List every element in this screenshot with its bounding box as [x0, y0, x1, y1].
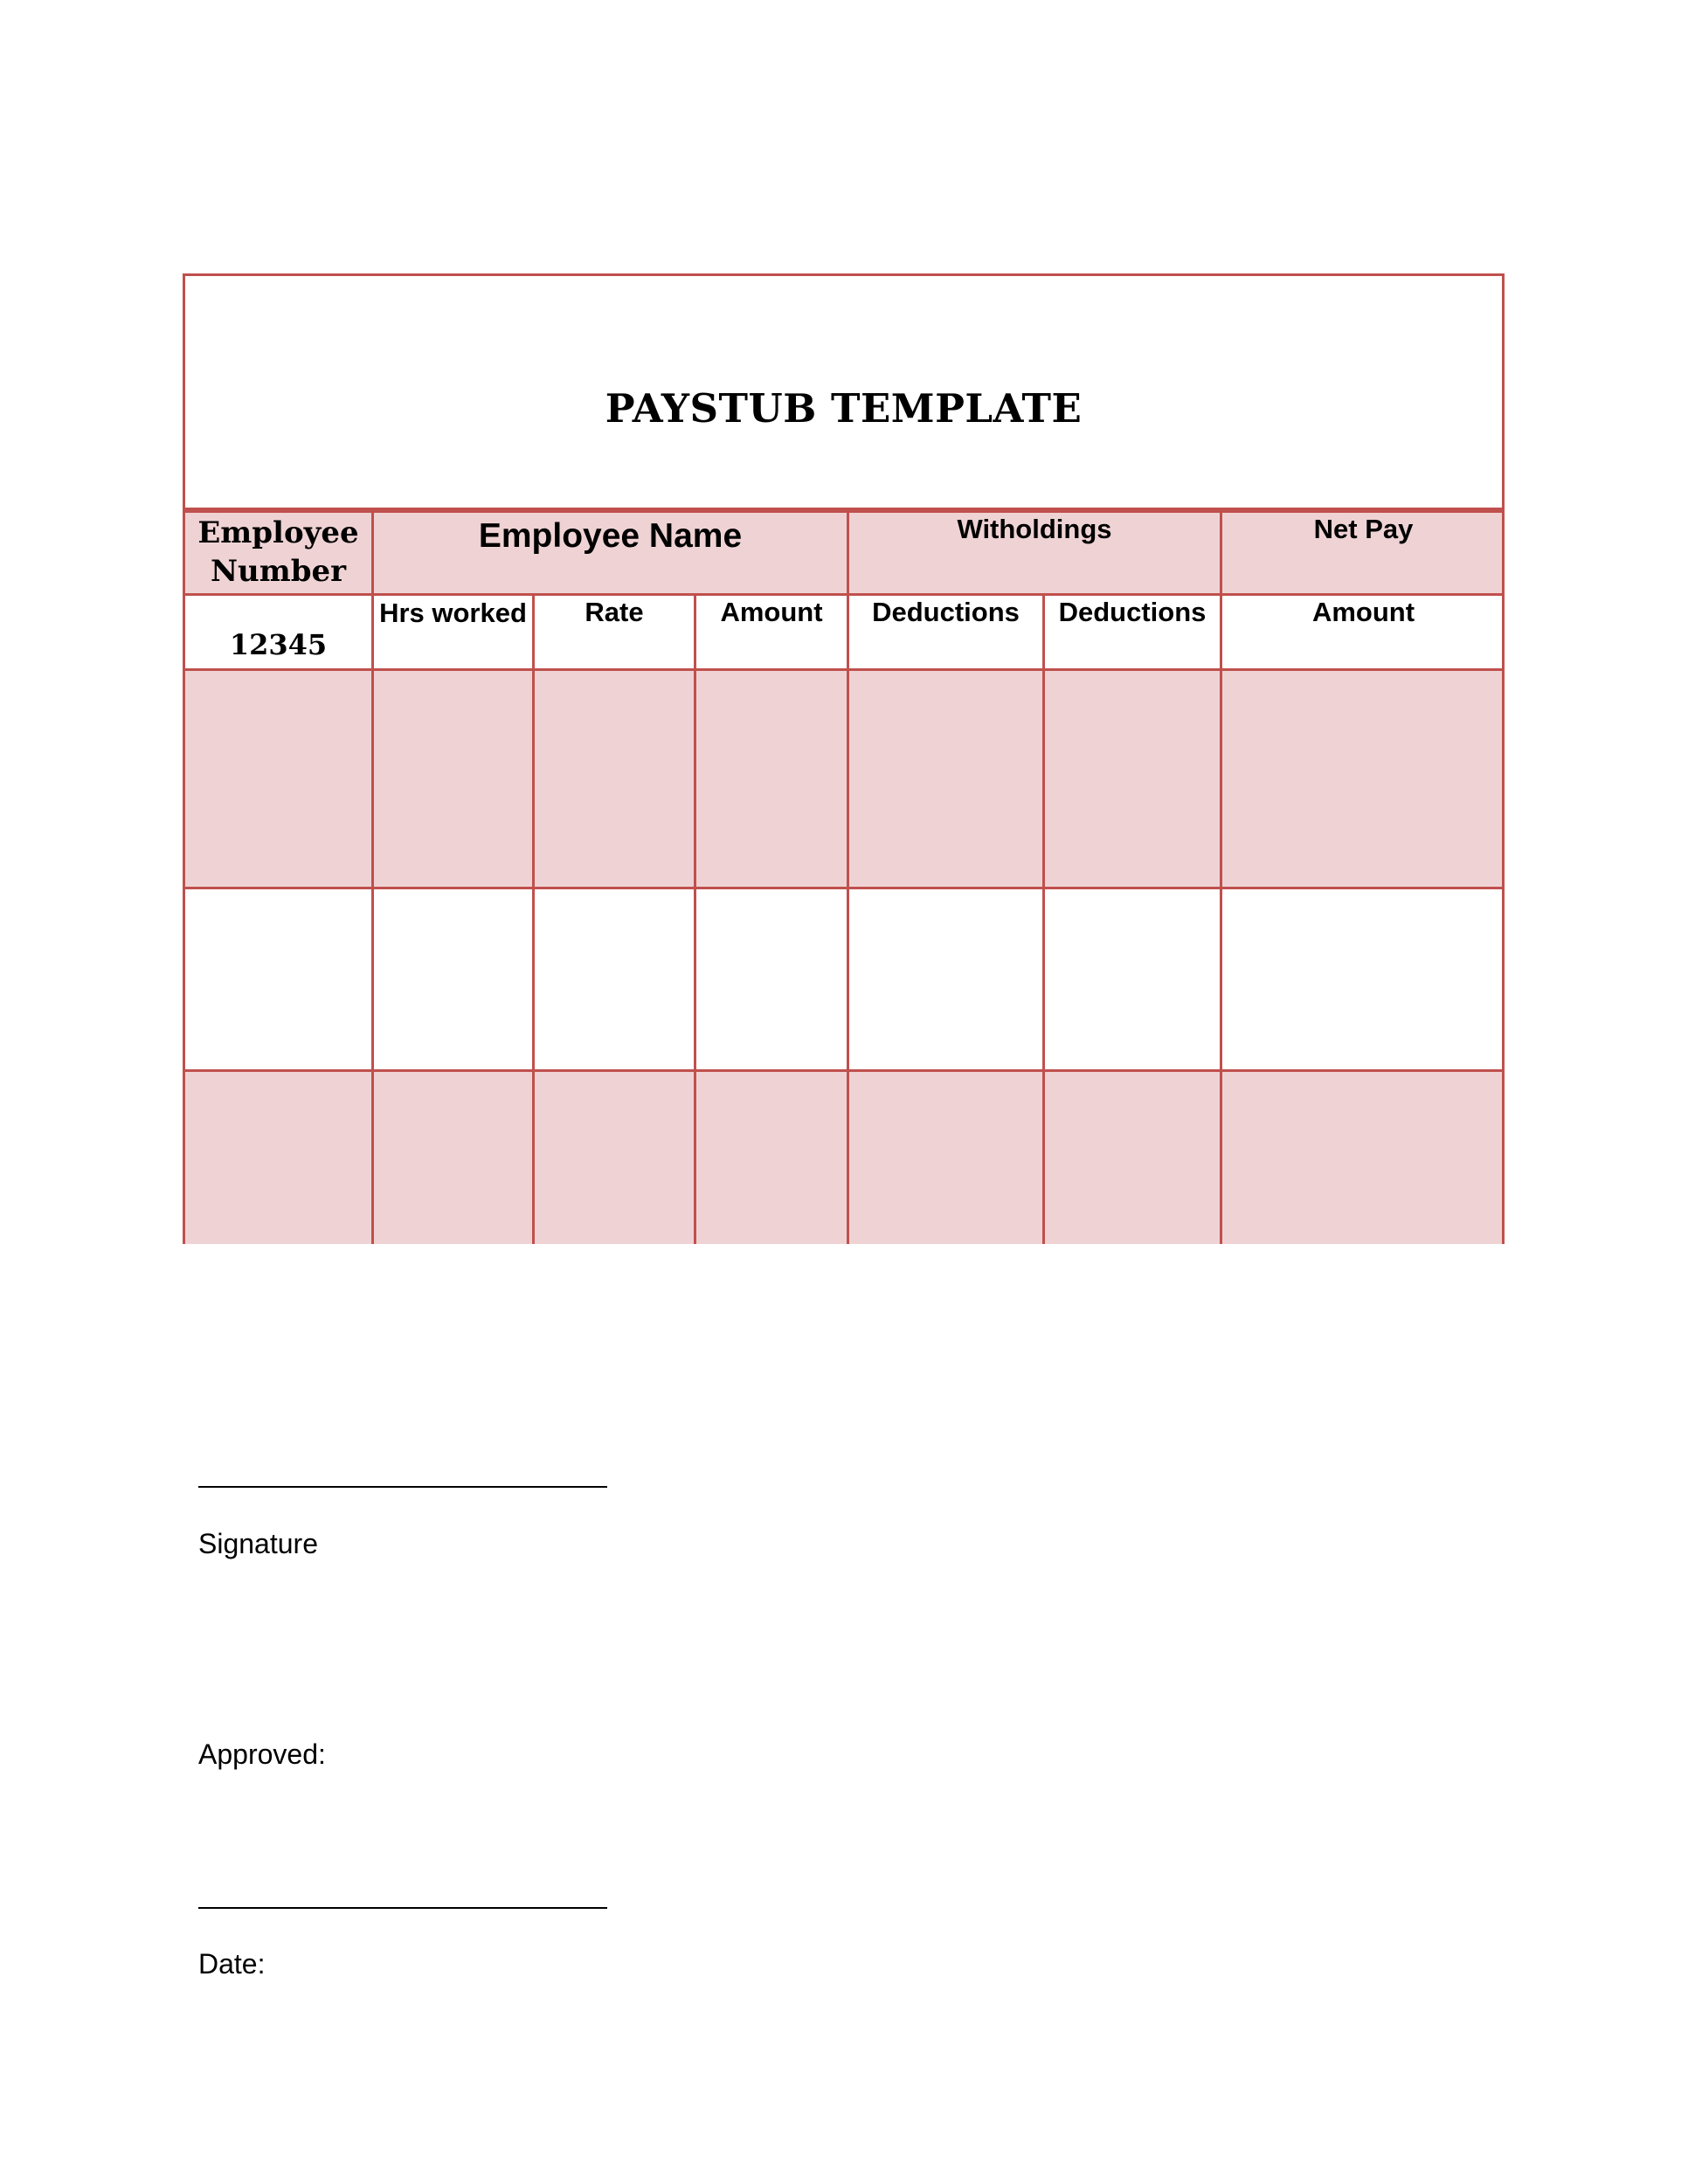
column-divider — [532, 593, 535, 1244]
subheader-deductions: Deductions — [1058, 597, 1207, 627]
row-divider — [185, 887, 1502, 889]
row-divider — [185, 668, 1502, 671]
subheader-net-amount: Amount — [1311, 597, 1415, 627]
signature-line — [198, 1486, 607, 1488]
column-divider — [694, 593, 696, 1244]
subheader-hrs-worked: Hrs worked — [379, 598, 527, 628]
header-employee-name: Employee Name — [478, 517, 743, 555]
subheader-rate: Rate — [585, 597, 644, 627]
employee-number-value: 12345 — [229, 628, 328, 661]
column-divider — [1042, 593, 1045, 1244]
header-net-pay: Net Pay — [1313, 514, 1414, 544]
table-row-2 — [185, 889, 1502, 1069]
approved-label: Approved: — [198, 1738, 326, 1770]
table-row-3 — [185, 1072, 1502, 1244]
page-title: PAYSTUB TEMPLATE — [605, 385, 1083, 432]
paystub-table — [183, 273, 1505, 1244]
subheader-amount: Amount — [720, 597, 823, 627]
date-line — [198, 1907, 607, 1909]
subheader-deductions: Deductions — [872, 597, 1020, 627]
header-witholdings: Witholdings — [957, 514, 1112, 544]
header-employee-number: Employee Number — [197, 515, 359, 590]
signature-label: Signature — [198, 1528, 318, 1559]
row-divider — [185, 1069, 1502, 1072]
date-label: Date: — [198, 1948, 266, 1980]
table-row-1 — [185, 671, 1502, 887]
